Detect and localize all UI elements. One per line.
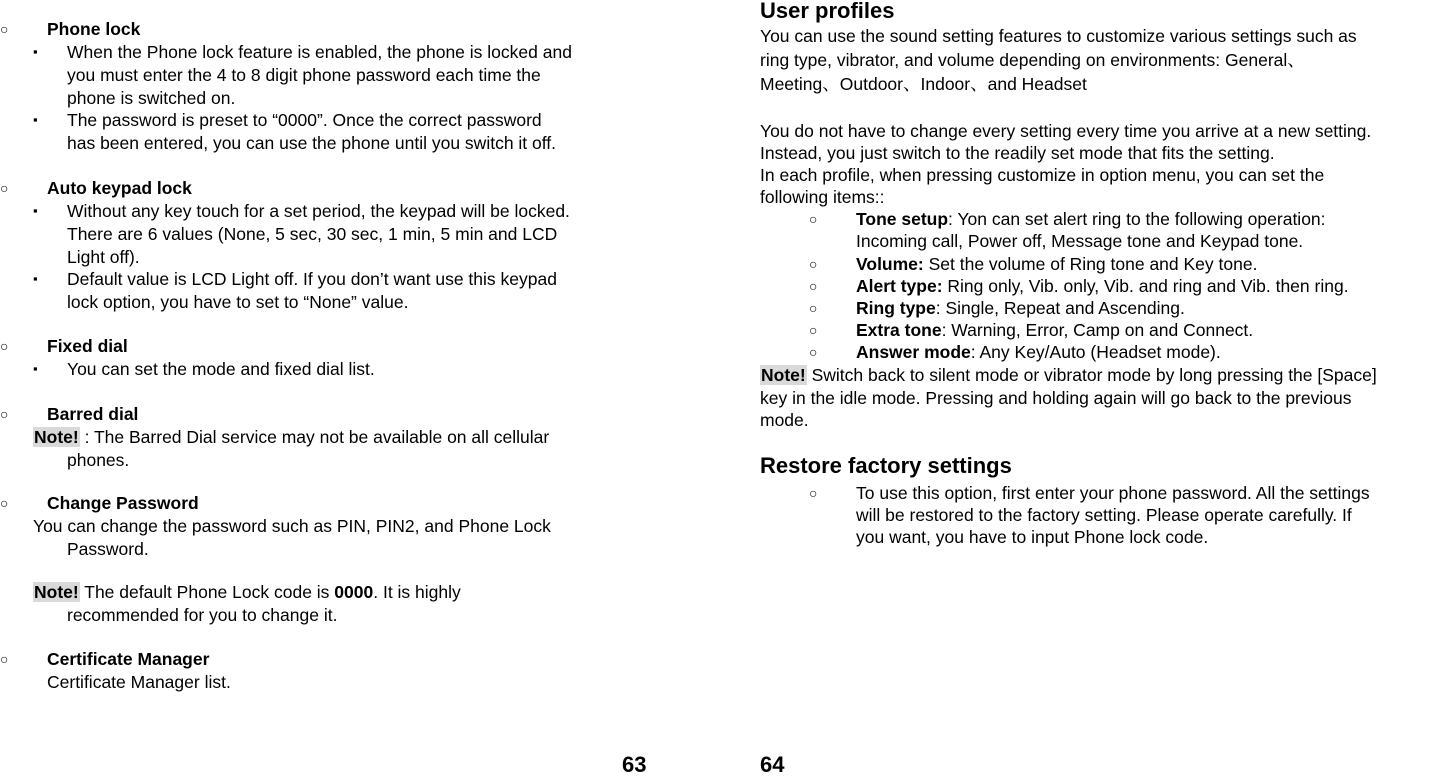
profile-item-label: Volume: bbox=[856, 254, 924, 274]
user-profiles-p1-l3: Meeting、Outdoor、Indoor、and Headset bbox=[760, 74, 1087, 94]
restore-l2: will be restored to the factory setting. Please operate carefully. If bbox=[856, 505, 1352, 525]
auto-keypad-b2-l2: lock option, you have to set to “None” value. bbox=[67, 292, 409, 312]
user-profiles-note-l1: Switch back to silent mode or vibrator mode by long pressing the [Space] bbox=[806, 365, 1377, 385]
circle-bullet-icon: ○ bbox=[0, 406, 9, 422]
barred-dial-note-l1: : The Barred Dial service may not be available on all cellular bbox=[79, 427, 550, 447]
phone-lock-b2-l2: has been entered, you can use the phone until you switch it off. bbox=[67, 133, 557, 153]
note-label: Note! bbox=[34, 427, 79, 447]
phone-lock-b1-l2: you must enter the 4 to 8 digit phone password each time the bbox=[67, 65, 541, 85]
change-password-title: Change Password bbox=[47, 493, 199, 513]
circle-bullet-icon: ○ bbox=[0, 180, 9, 196]
restore-l3: you want, you have to input Phone lock code. bbox=[856, 527, 1209, 547]
profile-item-tone-setup bbox=[856, 208, 1326, 230]
user-profiles-note-l2: key in the idle mode. Pressing and holding again will go back to the previous bbox=[760, 388, 1352, 408]
circle-bullet-icon: ○ bbox=[809, 344, 818, 360]
profile-item-text: Set the volume of Ring tone and Key tone. bbox=[923, 254, 1258, 274]
page-number-left: 63 bbox=[622, 752, 647, 777]
circle-bullet-icon: ○ bbox=[809, 322, 818, 338]
change-password-note bbox=[33, 581, 461, 603]
circle-bullet-icon: ○ bbox=[0, 651, 9, 667]
profile-item-label: Extra tone bbox=[856, 320, 942, 340]
change-password-l1: You can change the password such as PIN, PIN2, and Phone Lock bbox=[33, 516, 551, 536]
profile-item-volume bbox=[856, 253, 1257, 275]
user-profiles-p2-l3: In each profile, when pressing customize in option menu, you can set the bbox=[760, 165, 1325, 185]
auto-keypad-title: Auto keypad lock bbox=[47, 178, 192, 198]
barred-dial-title: Barred dial bbox=[47, 404, 139, 424]
phone-lock-b1-l3: phone is switched on. bbox=[67, 88, 236, 108]
square-bullet-icon: ▪ bbox=[33, 361, 38, 376]
auto-keypad-b1-l1: Without any key touch for a set period, the keypad will be locked. bbox=[67, 201, 570, 221]
note-label: Note! bbox=[34, 582, 79, 602]
fixed-dial-b1: You can set the mode and fixed dial list. bbox=[67, 359, 375, 379]
circle-bullet-icon: ○ bbox=[809, 211, 818, 227]
profile-item-text: Ring only, Vib. only, Vib. and ring and Vib. then ring. bbox=[942, 276, 1349, 296]
profile-item-text: : Any Key/Auto (Headset mode). bbox=[970, 342, 1221, 362]
restore-l1: To use this option, first enter your phone password. All the settings bbox=[856, 483, 1370, 503]
auto-keypad-b1-l2: There are 6 values (None, 5 sec, 30 sec, 1 min, 5 min and LCD bbox=[67, 224, 558, 244]
user-profiles-note bbox=[760, 364, 1377, 386]
profile-item-alert-type bbox=[856, 275, 1349, 297]
user-profiles-p2-l4: following items:: bbox=[760, 187, 885, 207]
phone-lock-b2-l1: The password is preset to “0000”. Once the correct password bbox=[67, 110, 542, 130]
circle-bullet-icon: ○ bbox=[0, 338, 9, 354]
profile-item-ring-type bbox=[856, 297, 1185, 319]
user-profiles-title: User profiles bbox=[760, 0, 895, 23]
profile-item-label: Ring type bbox=[856, 298, 936, 318]
square-bullet-icon: ▪ bbox=[33, 203, 38, 218]
profile-item-text: : Warning, Error, Camp on and Connect. bbox=[941, 320, 1254, 340]
change-password-note-post: . It is highly bbox=[373, 582, 461, 602]
user-profiles-p2-l1: You do not have to change every setting every time you arrive at a new setting. bbox=[760, 121, 1372, 141]
user-profiles-p2-l2: Instead, you just switch to the readily set mode that fits the setting. bbox=[760, 143, 1275, 163]
profile-item-label: Alert type: bbox=[856, 276, 943, 296]
auto-keypad-b2-l1: Default value is LCD Light off. If you don’t want use this keypad bbox=[67, 269, 557, 289]
user-profiles-p1-l2: ring type, vibrator, and volume depending on environments: General、 bbox=[760, 50, 1305, 70]
profile-item-label: Tone setup bbox=[856, 209, 949, 229]
circle-bullet-icon: ○ bbox=[0, 21, 9, 37]
default-code: 0000 bbox=[334, 582, 374, 602]
auto-keypad-b1-l3: Light off). bbox=[67, 247, 140, 267]
page-number-right: 64 bbox=[760, 752, 785, 777]
square-bullet-icon: ▪ bbox=[33, 271, 38, 286]
user-profiles-note-l3: mode. bbox=[760, 410, 809, 430]
square-bullet-icon: ▪ bbox=[33, 44, 38, 59]
profile-item-text: : Single, Repeat and Ascending. bbox=[935, 298, 1185, 318]
square-bullet-icon: ▪ bbox=[33, 112, 38, 127]
circle-bullet-icon: ○ bbox=[0, 495, 9, 511]
profile-item-label: Answer mode bbox=[856, 342, 971, 362]
profile-item-text: : Yon can set alert ring to the following operation: bbox=[948, 209, 1326, 229]
barred-dial-note-l2: phones. bbox=[67, 450, 130, 470]
profile-item-tone-setup-l2: Incoming call, Power off, Message tone and Keypad tone. bbox=[856, 231, 1304, 251]
change-password-note-l2: recommended for you to change it. bbox=[67, 605, 338, 625]
circle-bullet-icon: ○ bbox=[809, 485, 818, 501]
barred-dial-note bbox=[33, 426, 549, 448]
circle-bullet-icon: ○ bbox=[809, 256, 818, 272]
certificate-title: Certificate Manager bbox=[47, 649, 210, 669]
phone-lock-b1-l1: When the Phone lock feature is enabled, the phone is locked and bbox=[67, 42, 572, 62]
circle-bullet-icon: ○ bbox=[809, 300, 818, 316]
note-label: Note! bbox=[761, 365, 806, 385]
circle-bullet-icon: ○ bbox=[809, 278, 818, 294]
phone-lock-title: Phone lock bbox=[47, 19, 141, 39]
change-password-l2: Password. bbox=[67, 539, 149, 559]
fixed-dial-title: Fixed dial bbox=[47, 336, 128, 356]
certificate-l1: Certificate Manager list. bbox=[47, 672, 231, 692]
restore-title: Restore factory settings bbox=[760, 453, 1012, 478]
profile-item-extra-tone bbox=[856, 319, 1253, 341]
change-password-note-pre: The default Phone Lock code is bbox=[79, 582, 335, 602]
profile-item-answer-mode bbox=[856, 341, 1221, 363]
user-profiles-p1-l1: You can use the sound setting features to customize various settings such as bbox=[760, 26, 1357, 46]
